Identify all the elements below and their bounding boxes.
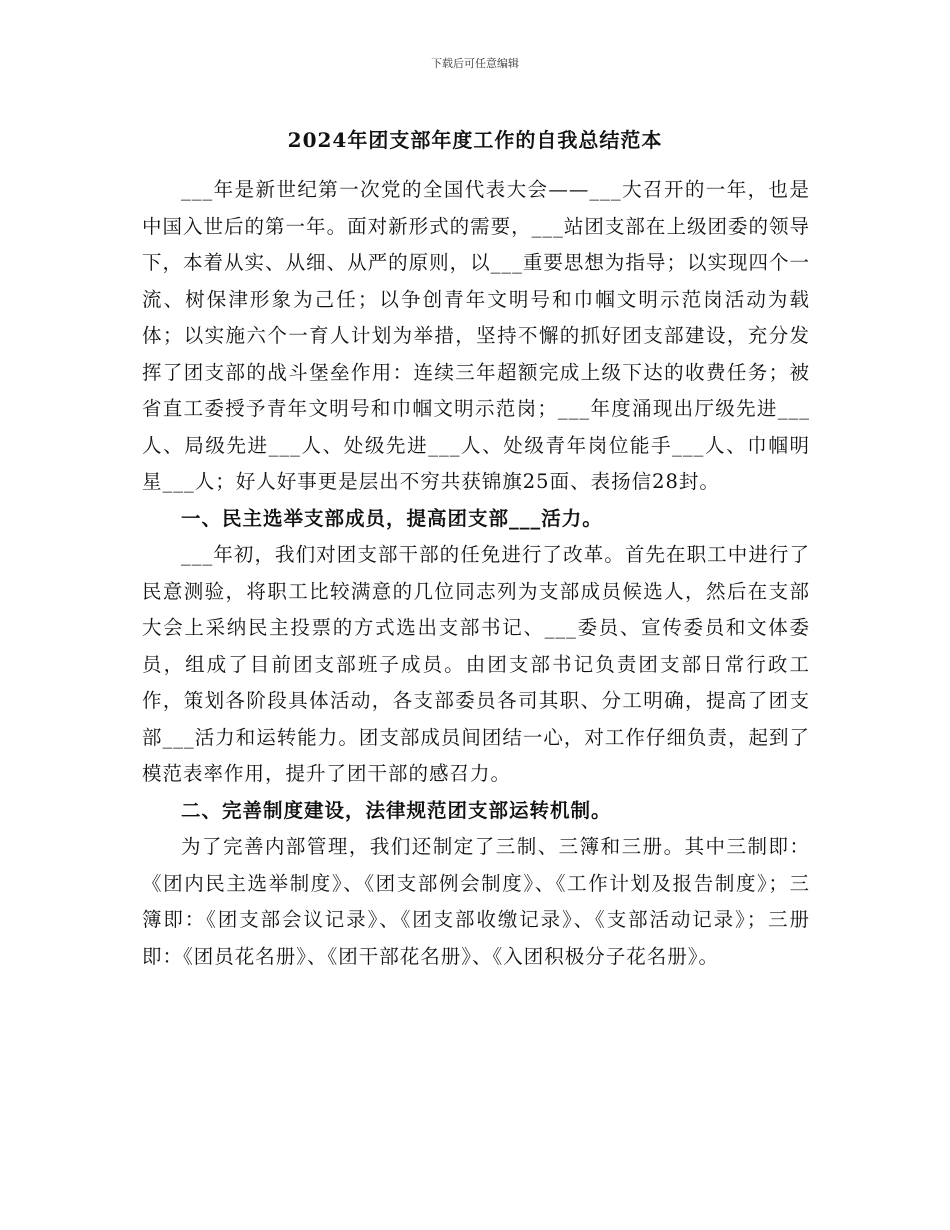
document-title: 2024年团支部年度工作的自我总结范本 xyxy=(287,128,663,152)
section-1-heading: 一、民主选举支部成员，提高团支部___活力。 xyxy=(181,506,603,530)
section-1-paragraph: ___年初，我们对团支部干部的任免进行了改革。首先在职工中进行了民意测验，将职工比较满意的几位同志列为支部成员候选人，然后在支部大会上采纳民主投票的方式选出支部书记、___委员、宣传委员和文体委员，组成了目前团支部班子成员。由团支部书记负责团支部日常行政工作，策划各阶段具体活动，各支部委员各司其职、分工明确，提高了团支部___活力和运转能力。团支部成员间团结一心，对工作仔细负责，起到了模范表率作用，提升了团干部的感召力。 xyxy=(142,543,810,785)
section-2-paragraph: 为了完善内部管理，我们还制定了三制、三簿和三册。其中三制即：《团内民主选举制度》、《团支部例会制度》、《工作计划及报告制度》；三簿即：《团支部会议记录》、《团支部收缴记录》、《支部活动记录》；三册即：《团员花名册》、《团干部花名册》、《入团积极分子花名册》。 xyxy=(142,835,810,968)
section-2-heading: 二、完善制度建设，法律规范团支部运转机制。 xyxy=(181,798,612,822)
document-body xyxy=(142,172,810,975)
intro-paragraph: ___年是新世纪第一次党的全国代表大会——___大召开的一年，也是中国入世后的第一年。面对新形式的需要，___站团支部在上级团委的领导下，本着从实、从细、从严的原则，以___重要思想为指导；以实现四个一流、树保津形象为己任；以争创青年文明号和巾帼文明示范岗活动为载体；以实施六个一育人计划为举措，坚持不懈的抓好团支部建设，充分发挥了团支部的战斗堡垒作用：连续三年超额完成上级下达的收费任务；被省直工委授予青年文明号和巾帼文明示范岗；___年度涌现出厅级先进___人、局级先进___人、处级先进___人、处级青年岗位能手___人、巾帼明星___人；好人好事更是层出不穷共获锦旗25面、表扬信28封。 xyxy=(142,178,810,493)
header-note: 下载后可任意编辑 xyxy=(431,57,519,70)
